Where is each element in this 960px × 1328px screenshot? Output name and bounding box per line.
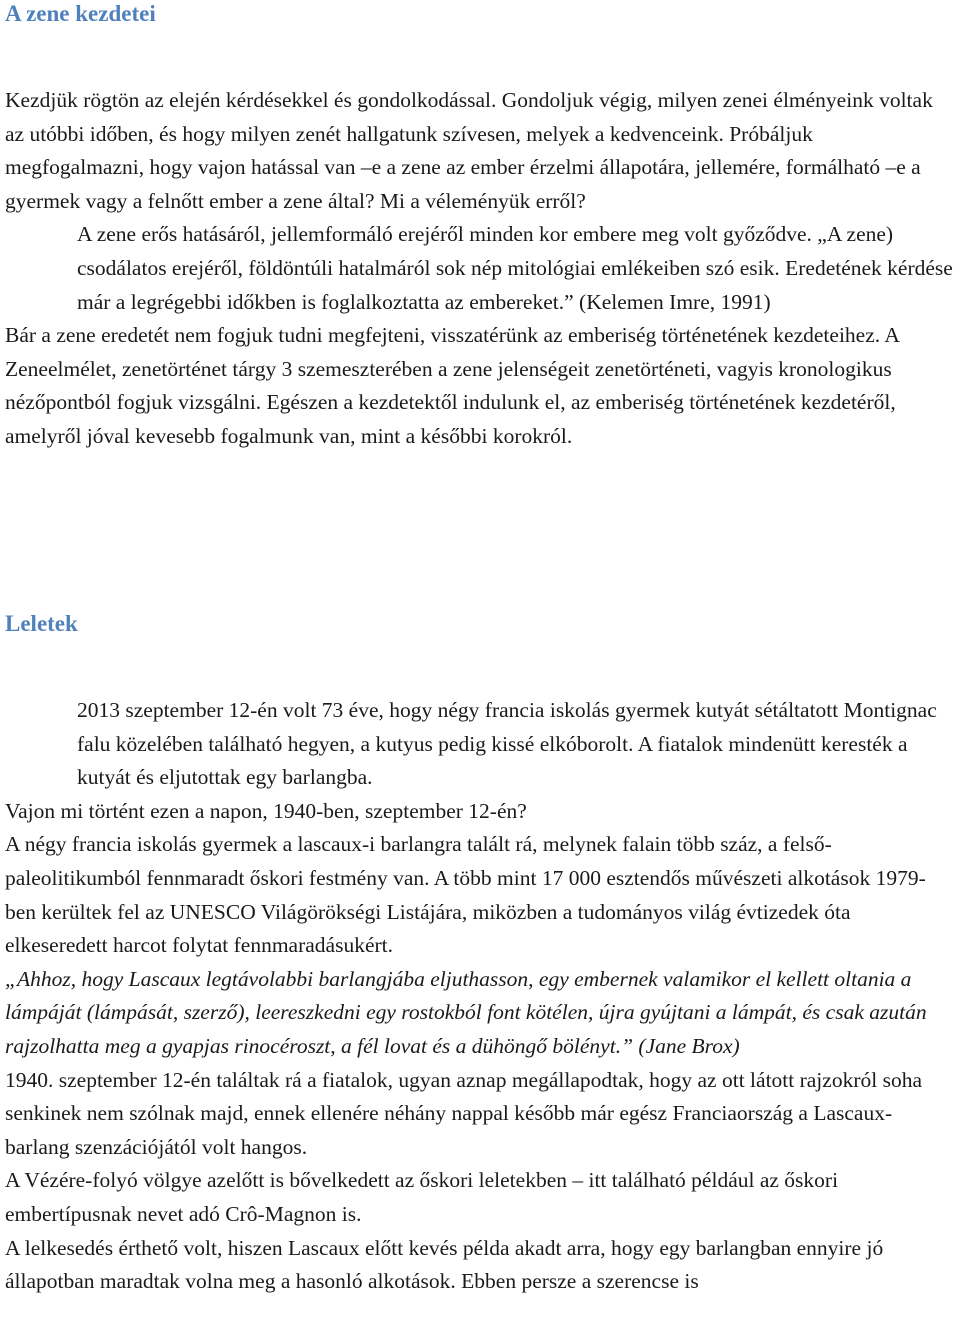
leletek-paragraph-3: A négy francia iskolás gyermek a lascaux-i barlangra talált rá, melynek falain több száz, a felső-paleolitikumból fennmaradt őskori festmény van. A több mint 17 000 esztendős művészeti alkotások 1979-ben kerültek fel az UNESCO Világörökségi Listájára, miközben a tudományos világ évtizedek óta elkeseredett harcot folytat fennmaradásukért.: [5, 832, 926, 958]
leletek-paragraph-1: 2013 szeptember 12-én volt 73 éve, hogy négy francia iskolás gyermek kutyát sétáltatott Montignac falu közelében található hegyen, a kutyus pedig kissé elkóborolt. A fiatalok mindenütt keresték a kutyát és eljutottak egy barlangba.: [77, 698, 937, 790]
leletek-paragraph-4: 1940. szeptember 12-én találtak rá a fiatalok, ugyan aznap megállapodtak, hogy az ott látott rajzokról soha senkinek nem szólnak majd, ennek ellenére néhány nappal később már egész Franciaország a Lascaux-barlang szenzációjától volt hangos.: [5, 1067, 922, 1159]
section-heading-a-zene-kezdetei: A zene kezdetei: [5, 1, 156, 26]
leletek-quote: [5, 963, 955, 1064]
leletek-paragraph-5: A Vézére-folyó völgye azelőtt is bővelkedett az őskori leletekben – itt található például az őskori embertípusnak nevet adó Crô-Magnon is.: [5, 1168, 839, 1226]
section-heading-leletek: Leletek: [5, 611, 78, 636]
quote-text: „Ahhoz, hogy Lascaux legtávolabbi barlangjába eljuthasson, egy embernek valamikor el kellett oltania a lámpáját (lámpását, szerző), leereszkedni egy rostokból font kötélen, újra gyújtani a lámpát, és csak azután rajzolhatta meg a gyapjas rinocéroszt, a fél lovat és a dühöngő bölényt.” (Jane Brox): [5, 966, 927, 1058]
intro-section: [5, 84, 955, 454]
intro-paragraph-1: Kezdjük rögtön az elején kérdésekkel és gondolkodással. Gondoljuk végig, milyen zenei élményeink voltak az utóbbi időben, és hogy milyen zenét hallgatunk szívesen, melyek a kedvenceink. Próbáljuk megfogalmazni, hogy vajon hatással van –e a zene az ember érzelmi állapotára, jellemére, formálható –e a gyermek vagy a felnőtt ember a zene által? Mi a véleményük erről?: [5, 88, 933, 213]
leletek-section: [5, 694, 955, 1299]
leletek-paragraph-6: A lelkesedés érthető volt, hiszen Lascaux előtt kevés példa akadt arra, hogy egy barlangban ennyire jó állapotban maradtak volna meg a hasonló alkotások. Ebben persze a szerencse is: [5, 1235, 884, 1294]
leletek-paragraph-2: Vajon mi történt ezen a napon, 1940-ben, szeptember 12-én?: [5, 798, 527, 823]
intro-paragraph-2: A zene erős hatásáról, jellemformáló erejéről minden kor embere meg volt győződve. „A zene) csodálatos erejéről, földöntúli hatalmáról sok nép mitológiai emlékeiben szó esik. Eredetének kérdése már a legrégebbi időkben is foglalkoztatta az embereket.” (Kelemen Imre, 1991): [77, 222, 953, 314]
intro-paragraph-3: Bár a zene eredetét nem fogjuk tudni megfejteni, visszatérünk az emberiség történetének kezdeteihez. A Zeneelmélet, zenetörténet tárgy 3 szemeszterében a zene jelenségeit zenetörténeti, vagyis kronologikus nézőpontból fogjuk vizsgálni. Egészen a kezdetektől indulunk el, az emberiség történetének kezdetéről, amelyről jóval kevesebb fogalmunk van, mint a későbbi korokról.: [5, 323, 899, 448]
